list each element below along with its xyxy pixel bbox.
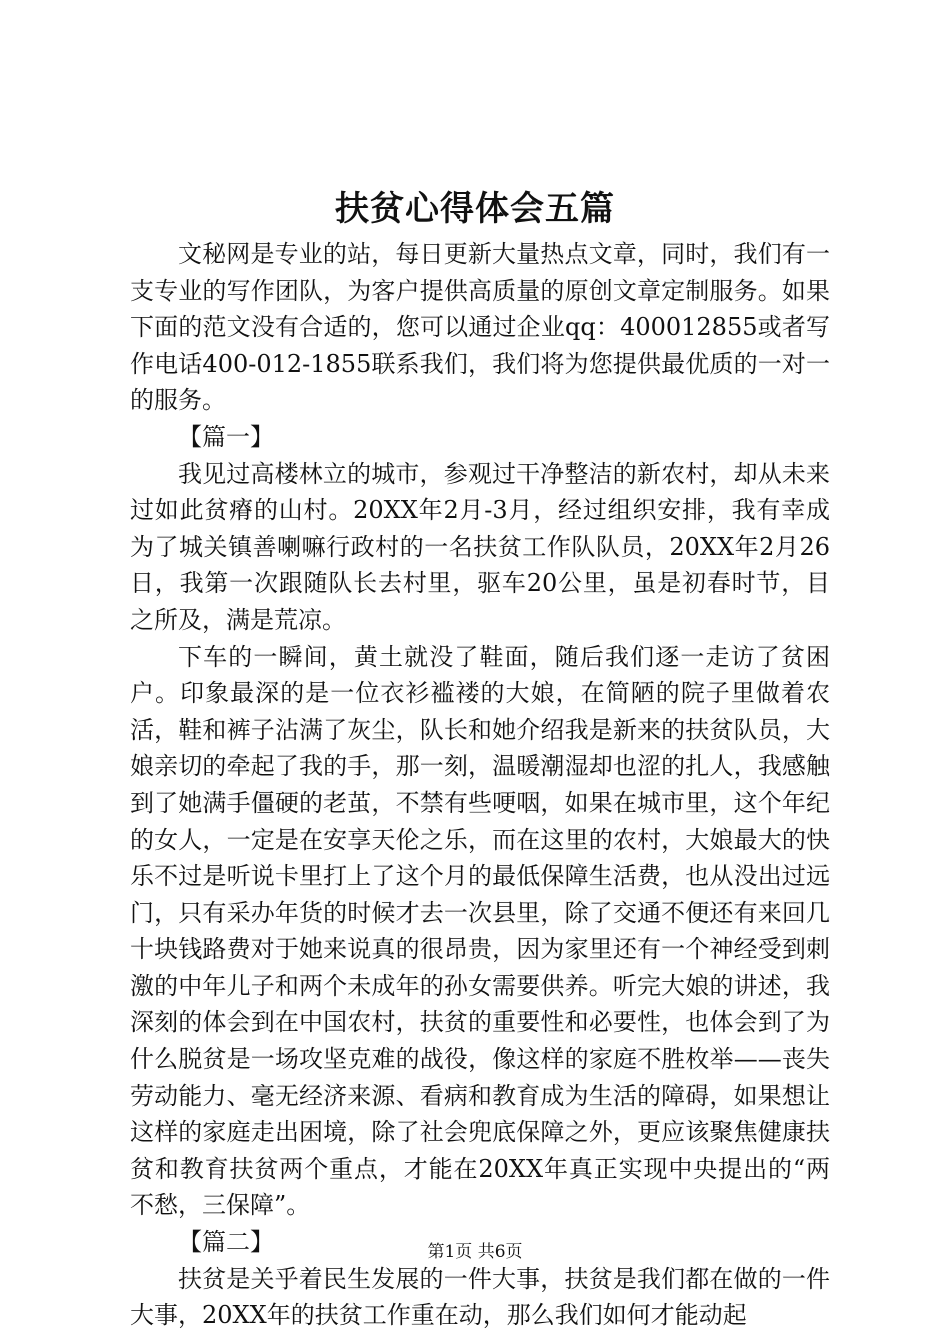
document-title: 扶贫心得体会五篇 bbox=[335, 189, 615, 229]
body-paragraph: 下车的一瞬间，黄土就没了鞋面，随后我们逐一走访了贫困户。印象最深的是一位衣衫褴褛的大娘，在简陋的院子里做着农活，鞋和裤子沾满了灰尘，队长和她介绍我是新来的扶贫队员，大娘亲切的牵起了我的手，那一刻，温暖潮湿却也涩的扎人，我感触到了她满手僵硬的老茧，不禁有些哽咽，如果在城市里，这个年纪的女人，一定是在安享天伦之乐，而在这里的农村，大娘最大的快乐不过是听说卡里打上了这个月的最低保障生活费，也从没出过远门，只有采办年货的时候才去一次县里，除了交通不便还有来回几十块钱路费对于她来说真的很昂贵，因为家里还有一个神经受到刺激的中年儿子和两个未成年的孙女需要供养。听完大娘的讲述，我深刻的体会到在中国农村，扶贫的重要性和必要性，也体会到了为什么脱贫是一场攻坚克难的战役，像这样的家庭不胜枚举——丧失劳动能力、毫无经济来源、看病和教育成为生活的障碍，如果想让这样的家庭走出困境，除了社会兜底保障之外，更应该聚焦健康扶贫和教育扶贫两个重点，才能在20XX年真正实现中央提出的“两不愁，三保障”。 bbox=[130, 642, 830, 1220]
body-paragraph: 我见过高楼林立的城市，参观过干净整洁的新农村，却从未来过如此贫瘠的山村。20XX年2月-3月，经过组织安排，我有幸成为了城关镇善喇嘛行政村的一名扶贫工作队队员，20XX年2月26日，我第一次跟随队长去村里，驱车20公里，虽是初春时节，目之所及，满是荒凉。 bbox=[130, 459, 830, 634]
section-heading-2: 【篇二】 bbox=[178, 1228, 274, 1257]
document-body bbox=[130, 236, 830, 1334]
section-heading-1: 【篇一】 bbox=[178, 422, 274, 451]
intro-paragraph: 文秘网是专业的站，每日更新大量热点文章，同时，我们有一支专业的写作团队，为客户提供高质量的原创文章定制服务。如果下面的范文没有合适的，您可以通过企业qq：400012855或者写作电话400-012-1855联系我们，我们将为您提供最优质的一对一的服务。 bbox=[130, 240, 830, 415]
page-number-footer: 第1页 共6页 bbox=[427, 1242, 523, 1262]
body-paragraph: 扶贫是关乎着民生发展的一件大事，扶贫是我们都在做的一件大事，20XX年的扶贫工作重在动，那么我们如何才能动起 bbox=[130, 1264, 830, 1330]
